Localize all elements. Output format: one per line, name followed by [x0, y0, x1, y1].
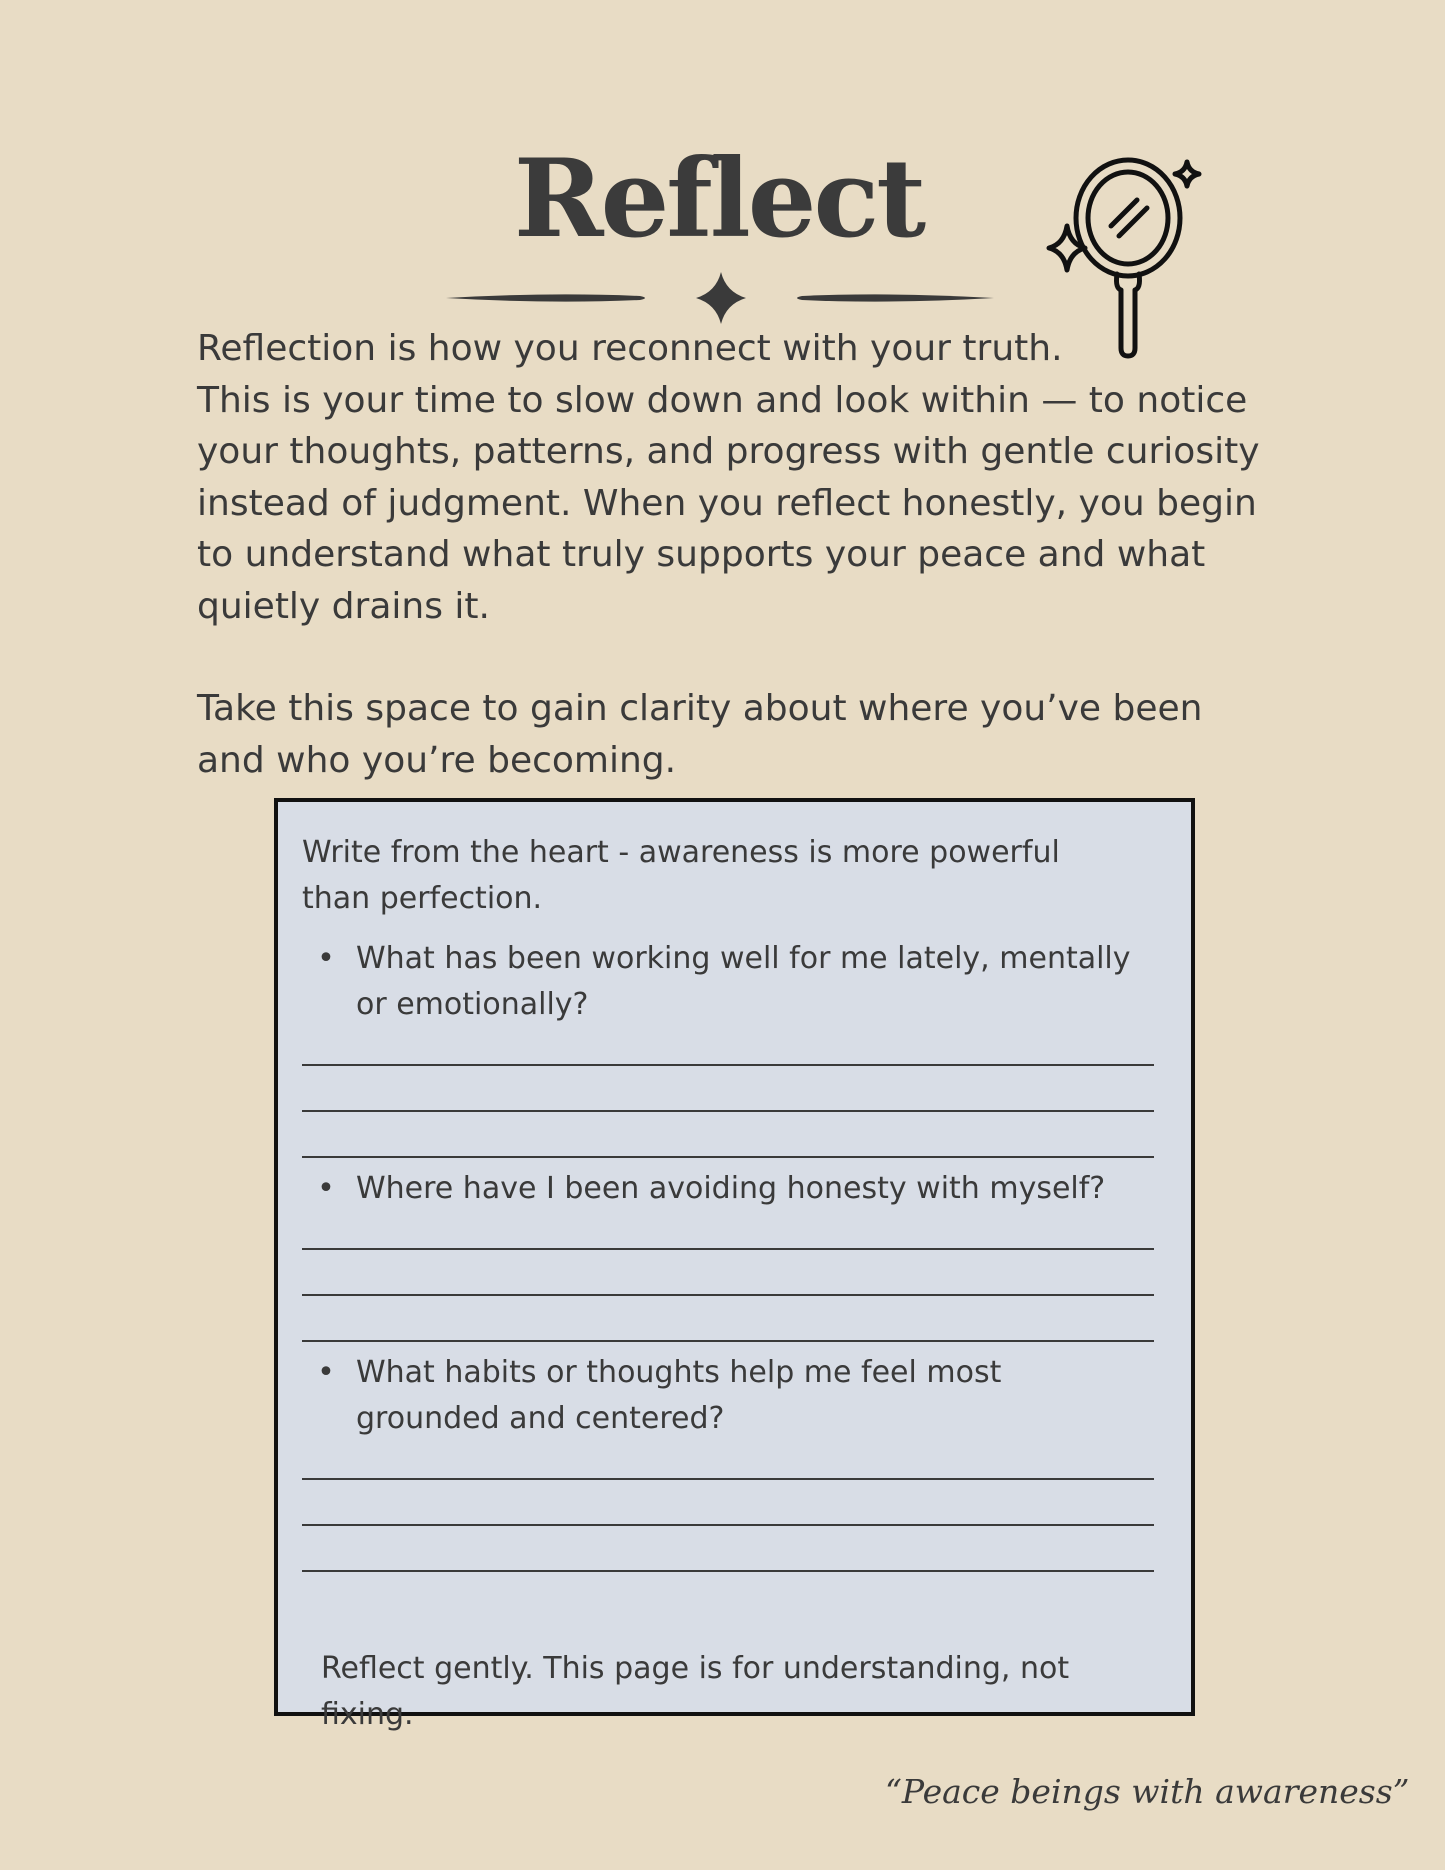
intro-line: your thoughts, patterns, and progress with gentle curiosity	[197, 431, 1260, 472]
prompt-line: What has been working well for me lately, mentally	[356, 941, 1131, 976]
clarity-line: and who you’re becoming.	[197, 739, 677, 781]
intro-line: quietly drains it.	[197, 585, 490, 627]
writing-line[interactable]	[302, 1340, 1154, 1342]
writing-line[interactable]	[302, 1570, 1154, 1572]
journal-box-closing	[321, 1646, 1069, 1738]
prompt-line: Where have I been avoiding honesty with myself?	[356, 1171, 1106, 1206]
prompt-item	[317, 936, 1131, 1028]
intro-text	[197, 323, 1260, 786]
intro-line: instead of judgment. When you reflect honestly, you begin	[197, 482, 1257, 524]
journal-box-intro-line: Write from the heart - awareness is more powerful	[302, 835, 1060, 870]
sparkle-divider-icon	[440, 268, 1000, 330]
bullet-icon: •	[317, 1355, 335, 1390]
prompt-line: grounded and centered?	[356, 1401, 725, 1436]
bullet-icon: •	[317, 941, 335, 976]
footer-quote: “Peace beings with awareness”	[885, 1772, 1410, 1811]
prompt-line: What habits or thoughts help me feel most	[356, 1355, 1002, 1390]
prompt-item	[317, 1166, 1106, 1212]
intro-line: This is your time to slow down and look within — to notice	[197, 379, 1248, 421]
writing-line[interactable]	[302, 1478, 1154, 1480]
intro-line: Reflection is how you reconnect with your truth.	[197, 328, 1063, 369]
prompt-line: or emotionally?	[356, 987, 589, 1022]
writing-line[interactable]	[302, 1294, 1154, 1296]
closing-line: Reflect gently. This page is for understanding, not	[321, 1651, 1070, 1686]
clarity-line: Take this space to gain clarity about where you’ve been	[197, 688, 1203, 729]
writing-line[interactable]	[302, 1110, 1154, 1112]
bullet-icon: •	[317, 1171, 335, 1206]
page-title: Reflect	[513, 136, 924, 262]
journal-box	[274, 798, 1195, 1732]
writing-line[interactable]	[302, 1524, 1154, 1526]
closing-line: fixing.	[321, 1697, 414, 1732]
journal-box-intro-line: than perfection.	[302, 881, 543, 916]
intro-line: to understand what truly supports your peace and what	[197, 534, 1206, 575]
writing-line[interactable]	[302, 1064, 1154, 1066]
prompt-item	[317, 1350, 1002, 1442]
writing-line[interactable]	[302, 1156, 1154, 1158]
writing-line[interactable]	[302, 1248, 1154, 1250]
journal-box-intro	[302, 830, 1162, 922]
